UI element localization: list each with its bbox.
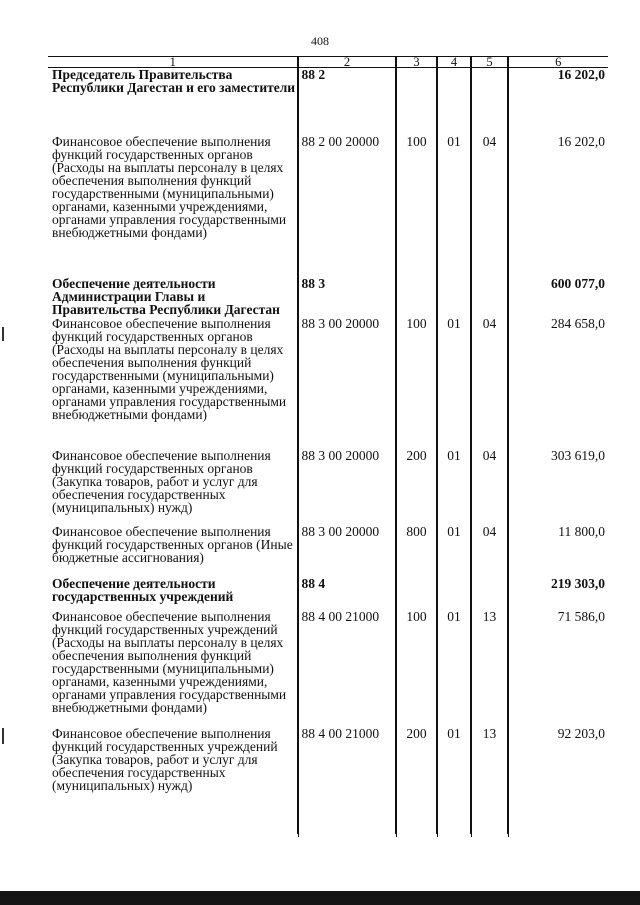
budget-table-area xyxy=(48,56,608,834)
table-section-row xyxy=(48,277,608,317)
cell-col-4: 01 xyxy=(437,610,471,727)
cell-col-4 xyxy=(437,577,471,610)
cell-amount: 11 800,0 xyxy=(508,525,608,577)
cell-description: Финансовое обеспечение выполнения функций государственных органов (Закупка товаров, работ и услуг для обеспечения государственных (муниципальных) нужд) xyxy=(52,447,271,515)
cell-description: Обеспечение деятельности Администрации Главы и Правительства Республики Дагестан xyxy=(52,275,280,317)
cell-code: 88 3 00 20000 xyxy=(298,317,396,449)
cell-col-5 xyxy=(471,577,508,610)
table-row xyxy=(48,449,608,525)
cell-col-3 xyxy=(396,577,437,610)
scan-margin-mark xyxy=(2,728,4,744)
cell-col-4: 01 xyxy=(437,525,471,577)
cell-description: Финансовое обеспечение выполнения функций государственных органов (Расходы на выплаты персоналу в целях обеспечения выполнения функций государственными (муниципальными) органами, казенными учреждениями, органами управления государственными внебюджетными фондами) xyxy=(52,315,287,422)
column-divider xyxy=(470,56,471,834)
cell-amount: 284 658,0 xyxy=(508,317,608,449)
cell-col-3: 100 xyxy=(396,135,437,277)
cell-col-3: 100 xyxy=(396,317,437,449)
table-section-row xyxy=(48,68,608,135)
cell-amount: 219 303,0 xyxy=(508,577,608,610)
cell-code: 88 3 00 20000 xyxy=(298,525,396,577)
cell-col-5: 13 xyxy=(471,610,508,727)
table-row xyxy=(48,525,608,577)
cell-code: 88 4 xyxy=(298,577,396,610)
header-col-6: 6 xyxy=(508,57,608,68)
cell-code: 88 3 00 20000 xyxy=(298,449,396,525)
budget-table xyxy=(48,56,608,837)
cell-description: Финансовое обеспечение выполнения функций государственных учреждений (Расходы на выплаты персоналу в целях обеспечения выполнения функций государственными (муниципальными) органами, казенными учреждениями, органами управления государственными внебюджетными фондами) xyxy=(52,608,287,715)
cell-col-3: 100 xyxy=(396,610,437,727)
cell-code: 88 3 xyxy=(298,277,396,317)
cell-col-4: 01 xyxy=(437,727,471,837)
cell-amount: 16 202,0 xyxy=(508,135,608,277)
scan-margin-mark xyxy=(2,327,4,341)
cell-code: 88 2 00 20000 xyxy=(298,135,396,277)
cell-description: Финансовое обеспечение выполнения функций государственных органов (Иные бюджетные ассигнования) xyxy=(52,523,293,565)
cell-col-4: 01 xyxy=(437,317,471,449)
cell-col-4: 01 xyxy=(437,135,471,277)
cell-col-5: 13 xyxy=(471,727,508,837)
cell-col-5: 04 xyxy=(471,449,508,525)
header-col-1: 1 xyxy=(48,57,298,68)
cell-col-5: 04 xyxy=(471,317,508,449)
table-row xyxy=(48,610,608,727)
cell-amount: 303 619,0 xyxy=(508,449,608,525)
cell-col-5 xyxy=(471,68,508,135)
table-section-row xyxy=(48,577,608,610)
cell-description: Финансовое обеспечение выполнения функций государственных учреждений (Закупка товаров, работ и услуг для обеспечения государственных (муниципальных) нужд) xyxy=(52,725,278,793)
cell-col-4 xyxy=(437,277,471,317)
page-number: 408 xyxy=(311,34,329,48)
cell-amount: 600 077,0 xyxy=(508,277,608,317)
cell-col-5: 04 xyxy=(471,135,508,277)
cell-description: Председатель Правительства Республики Дагестан и его заместители xyxy=(52,67,296,95)
table-header-row xyxy=(48,57,608,68)
cell-description: Финансовое обеспечение выполнения функций государственных органов (Расходы на выплаты персоналу в целях обеспечения выполнения функций государственными (муниципальными) органами, казенными учреждениями, органами управления государственными внебюджетными фондами) xyxy=(52,133,287,240)
cell-col-5 xyxy=(471,277,508,317)
column-divider xyxy=(507,56,508,834)
column-divider xyxy=(297,56,298,834)
cell-col-3: 800 xyxy=(396,525,437,577)
cell-col-4: 01 xyxy=(437,449,471,525)
cell-amount: 71 586,0 xyxy=(508,610,608,727)
cell-col-5: 04 xyxy=(471,525,508,577)
table-row xyxy=(48,317,608,449)
header-col-4: 4 xyxy=(437,57,471,68)
table-row xyxy=(48,727,608,837)
cell-code: 88 2 xyxy=(298,68,396,135)
table-row xyxy=(48,135,608,277)
column-divider xyxy=(395,56,396,834)
header-col-2: 2 xyxy=(298,57,396,68)
cell-col-3 xyxy=(396,277,437,317)
cell-col-4 xyxy=(437,68,471,135)
cell-description: Обеспечение деятельности государственных учреждений xyxy=(52,575,234,604)
cell-amount: 92 203,0 xyxy=(508,727,608,837)
cell-code: 88 4 00 21000 xyxy=(298,727,396,837)
cell-amount: 16 202,0 xyxy=(508,68,608,135)
scan-bottom-edge xyxy=(0,891,640,905)
cell-col-3 xyxy=(396,68,437,135)
cell-col-3: 200 xyxy=(396,449,437,525)
header-col-5: 5 xyxy=(471,57,508,68)
cell-col-3: 200 xyxy=(396,727,437,837)
column-divider xyxy=(436,56,437,834)
cell-code: 88 4 00 21000 xyxy=(298,610,396,727)
header-col-3: 3 xyxy=(396,57,437,68)
